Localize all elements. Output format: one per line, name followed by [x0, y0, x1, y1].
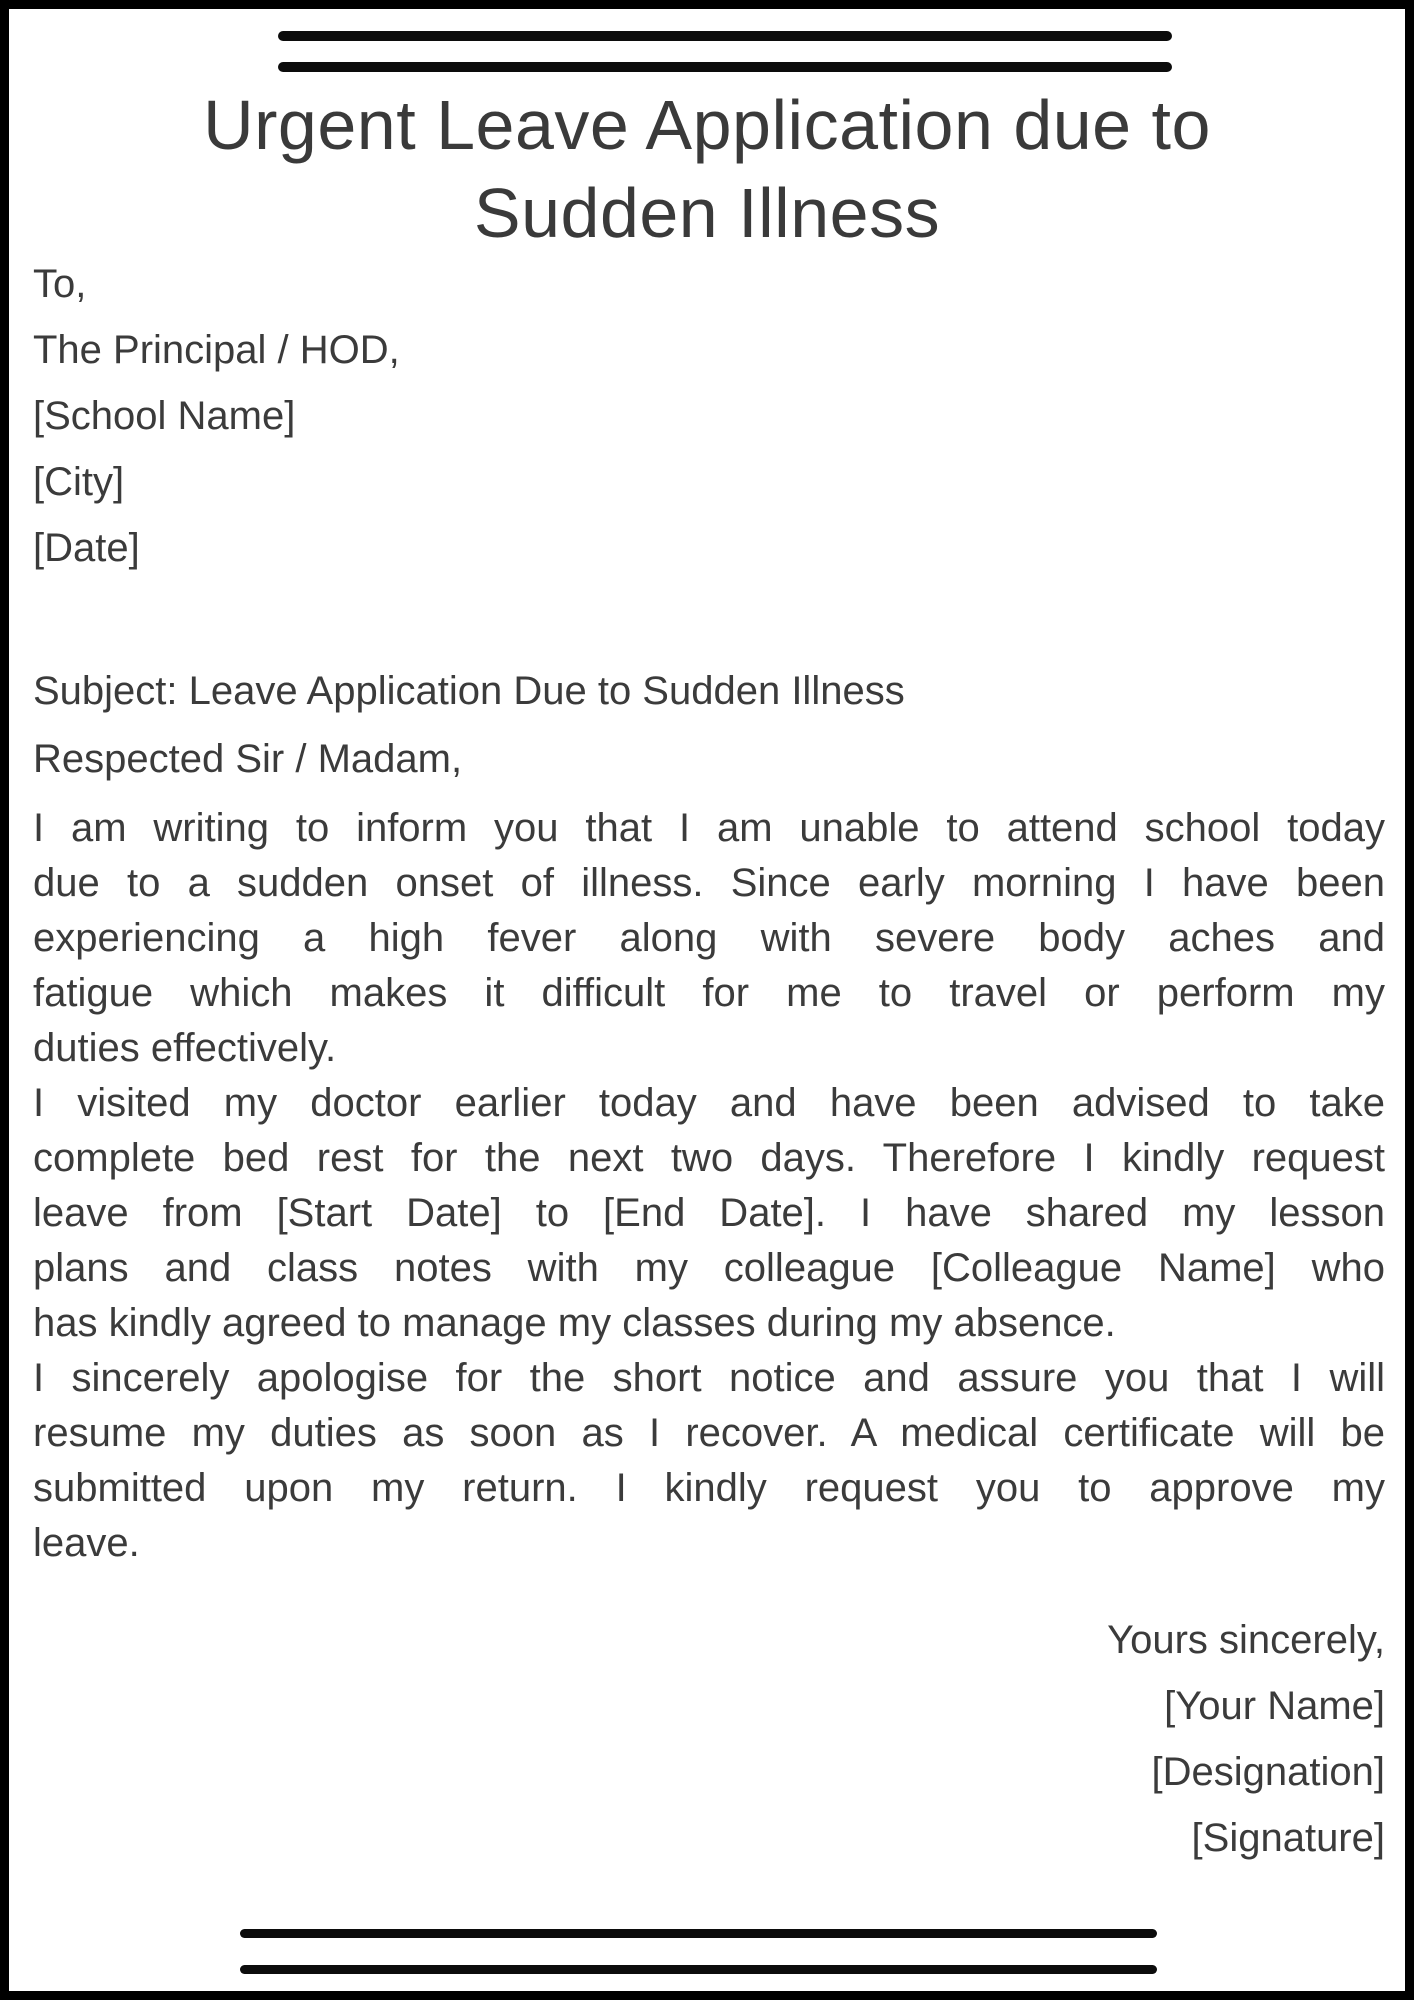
closing-sign-off: Yours sincerely,: [1107, 1618, 1385, 1662]
closing-name-placeholder: [Your Name]: [1164, 1684, 1385, 1728]
recipient-line: The Principal / HOD,: [33, 328, 400, 372]
top-double-rule: [278, 31, 1172, 72]
recipient-line: To,: [33, 262, 87, 306]
top-rule-line-2: [278, 62, 1172, 72]
recipient-block: [33, 251, 1385, 581]
body-line-paragraph-end: duties effectively.: [33, 1026, 337, 1070]
body-line: experiencing a high fever along with severe body aches and: [33, 916, 1385, 960]
bottom-double-rule: [240, 1929, 1157, 1974]
bottom-rule-line-1: [240, 1929, 1157, 1938]
document-title-line-2: Sudden Illness: [473, 174, 941, 252]
body-line: due to a sudden onset of illness. Since early morning I have been: [33, 861, 1385, 905]
body-line: leave from [Start Date] to [End Date]. I have shared my lesson: [33, 1191, 1385, 1235]
closing-designation-placeholder: [Designation]: [1151, 1750, 1385, 1794]
body-line: submitted upon my return. I kindly request you to approve my: [33, 1466, 1385, 1510]
document-title-line-1: Urgent Leave Application due to: [203, 86, 1211, 164]
letter-body: [33, 801, 1385, 1571]
closing-signature-placeholder: [Signature]: [1191, 1816, 1385, 1860]
recipient-line: [School Name]: [33, 394, 296, 438]
body-line: I am writing to inform you that I am unable to attend school today: [33, 806, 1385, 850]
body-line: complete bed rest for the next two days. Therefore I kindly request: [33, 1136, 1385, 1180]
closing-block: [33, 1607, 1385, 1871]
salutation-line: Respected Sir / Madam,: [33, 737, 463, 781]
body-line-paragraph-end: leave.: [33, 1521, 140, 1565]
recipient-line: [Date]: [33, 526, 140, 570]
subject-line: Subject: Leave Application Due to Sudden Illness: [33, 669, 905, 713]
document-title: [9, 81, 1405, 257]
body-line: plans and class notes with my colleague [Colleague Name] who: [33, 1246, 1385, 1290]
body-line: fatigue which makes it difficult for me to travel or perform my: [33, 971, 1385, 1015]
bottom-rule-line-2: [240, 1965, 1157, 1974]
body-line: resume my duties as soon as I recover. A medical certificate will be: [33, 1411, 1385, 1455]
top-rule-line-1: [278, 31, 1172, 41]
recipient-line: [City]: [33, 460, 125, 504]
body-line: I visited my doctor earlier today and have been advised to take: [33, 1081, 1385, 1125]
body-line-paragraph-end: has kindly agreed to manage my classes during my absence.: [33, 1301, 1116, 1345]
body-line: I sincerely apologise for the short notice and assure you that I will: [33, 1356, 1385, 1400]
